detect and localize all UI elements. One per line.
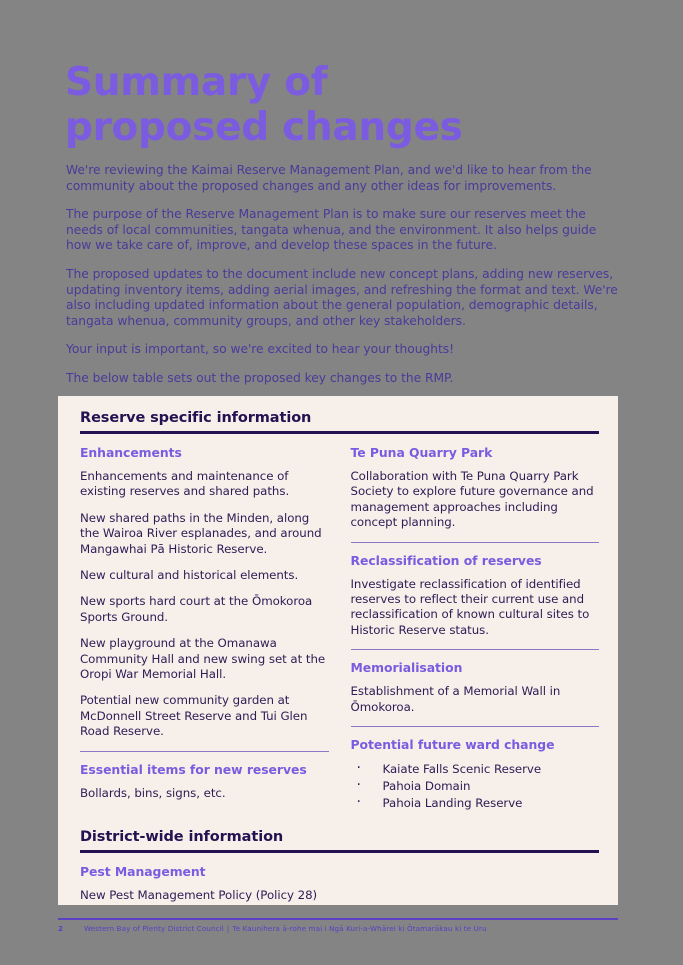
ward-change-title: Potential future ward change [350,737,555,753]
intro-paragraph-3: The proposed updates to the document include new concept plans, adding new reserves, updating inventory items, adding aerial images, and refreshing the format and text. We're also including updated information about the general population, demographic details, tangata whenua, community groups, and other key stakeholders. [66,266,618,328]
essential-items-block [80,762,329,801]
te-puna-quarry-park-title: Te Puna Quarry Park [350,445,493,460]
pest-management-title: Pest Management [80,864,206,880]
district-wide-heading: District-wide information [80,829,284,846]
right-column-divider-1 [351,542,600,543]
intro-paragraph-5: The below table sets out the proposed key changes to the RMP. [66,370,454,385]
page-title-line-1: Summary of [65,60,328,105]
right-column-divider-3 [351,726,600,727]
enhancements-item-2: New shared paths in the Minden, along the Wairoa River esplanades, and around Mangawhai Pā Historic Reserve. [80,510,322,556]
enhancements-item-6: Potential new community garden at McDonnell Street Reserve and Tui Glen Road Reserve. [80,693,308,739]
footer-organisation: Western Bay of Plenty District Council [84,924,224,933]
enhancements-title: Enhancements [80,445,182,460]
list-item: · Kaiate Falls Scenic Reserve [351,761,600,778]
reserve-specific-heading-rule [80,431,599,434]
memorialisation-title: Memorialisation [350,660,463,676]
list-item: · Pahoia Landing Reserve [351,795,600,812]
reclassification-title: Reclassification of reserves [350,552,542,568]
reserve-specific-heading: Reserve specific information [80,410,312,426]
district-wide-heading-rule [80,850,599,853]
intro-paragraph-4: Your input is important, so we're excited to hear your thoughts! [66,342,454,357]
left-column-divider [80,751,329,752]
intro-paragraph-1: We're reviewing the Kaimai Reserve Management Plan, and we'd like to hear from the community about the proposed changes and any other ideas for improvements. [66,163,592,193]
right-column [351,445,600,812]
district-wide-section [80,829,599,903]
page-title [65,60,625,150]
footer-maori-name: Te Kaunihera ā-rohe mai i Ngā Kuri-a-Whārei ki Ōtamarākau ki te Uru [232,924,487,933]
te-puna-quarry-park-text: Collaboration with Te Puna Quarry Park Society to explore future governance and management approaches including concept planning. [350,469,594,530]
intro-section [66,163,622,387]
memorialisation-block [351,660,600,715]
memorialisation-text: Establishment of a Memorial Wall in Ōmokoroa. [350,684,561,714]
enhancements-item-5: New playground at the Omanawa Community Hall and new swing set at the Oropi War Memorial Hall. [80,636,326,682]
enhancements-block [80,445,329,740]
enhancements-item-1: Enhancements and maintenance of existing reserves and shared paths. [80,469,290,499]
ward-change-block [351,737,600,812]
right-column-divider-2 [351,649,600,650]
footer-page-number: 2 [58,924,64,933]
summary-card [58,396,618,905]
left-column [80,445,329,812]
te-puna-quarry-park-block [351,445,600,531]
card-columns [80,445,599,812]
essential-items-text: Bollards, bins, signs, etc. [80,785,226,800]
enhancements-item-4: New sports hard court at the Ōmokoroa Sports Ground. [80,594,313,624]
footer-separator: | [226,924,230,933]
reclassification-block [351,553,600,639]
page-title-line-2: proposed changes [65,105,463,150]
reclassification-text: Investigate reclassification of identified reserves to reflect their current use and reclassification of known cultural sites to Historic Reserve status. [350,576,590,637]
enhancements-item-3: New cultural and historical elements. [80,568,299,583]
list-item: · Pahoia Domain [351,778,600,795]
page-footer [58,918,618,933]
footer-content [58,924,618,933]
essential-items-title: Essential items for new reserves [80,761,307,777]
footer-rule [58,918,618,920]
intro-paragraph-2: The purpose of the Reserve Management Plan is to make sure our reserves meet the needs of local communities, tangata whenua, and the environment. It also helps guide how we take care of, improve, and develop these spaces in the future. [66,207,597,253]
ward-change-list [351,761,600,812]
pest-management-text: New Pest Management Policy (Policy 28) [80,888,318,903]
